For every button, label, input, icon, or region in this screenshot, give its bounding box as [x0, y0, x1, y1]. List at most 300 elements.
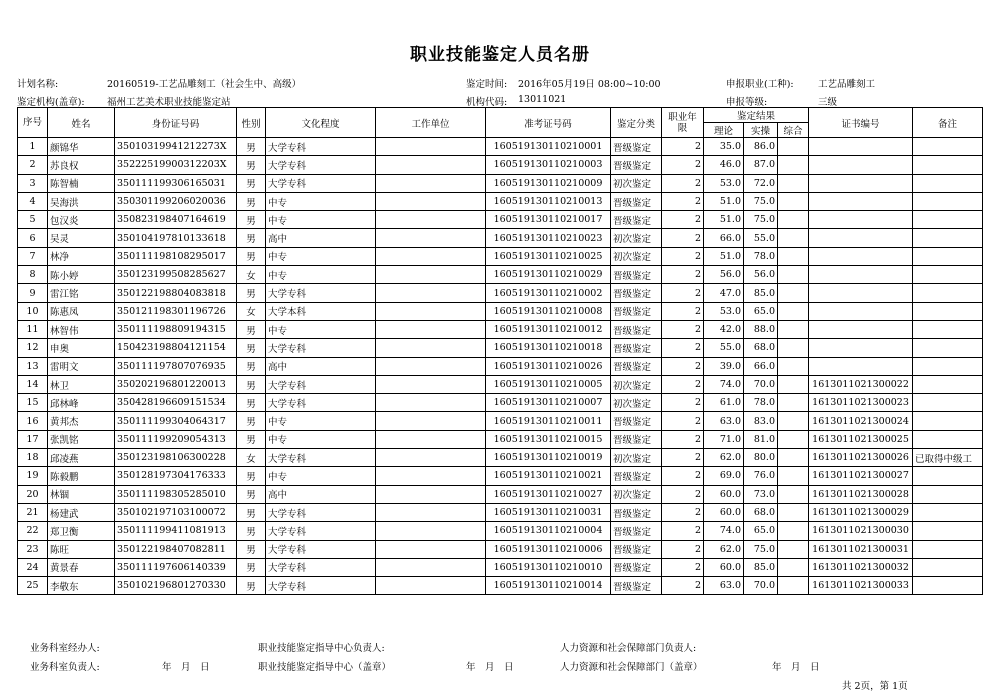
cell-theory: 56.0 — [704, 266, 744, 284]
cell-practice: 87.0 — [744, 156, 778, 174]
table-row — [18, 467, 983, 485]
cell-theory: 60.0 — [704, 485, 744, 503]
org-code-label: 机构代码: — [466, 97, 508, 108]
table-row — [18, 540, 983, 558]
header-name: 姓名 — [48, 108, 115, 138]
date-2: 年 月 日 — [466, 662, 514, 673]
cell-overall — [778, 412, 809, 430]
level-value: 三级 — [818, 97, 838, 108]
cell-years: 2 — [662, 412, 704, 430]
cell-education: 大学专科 — [266, 577, 376, 595]
cell-cert-no: 1613011021300023 — [809, 394, 913, 412]
cell-seq: 19 — [18, 467, 48, 485]
cell-gender: 女 — [237, 266, 266, 284]
cell-exam-no: 160519130110210011 — [486, 412, 611, 430]
table-row — [18, 522, 983, 540]
cell-overall — [778, 577, 809, 595]
cell-work-unit — [376, 522, 486, 540]
cell-gender: 男 — [237, 357, 266, 375]
occupation-value: 工艺品雕刻工 — [818, 79, 876, 90]
cell-exam-no: 160519130110210009 — [486, 174, 611, 192]
header-remarks: 备注 — [913, 108, 983, 138]
cell-remarks — [913, 247, 983, 265]
cell-gender: 男 — [237, 577, 266, 595]
cell-gender: 男 — [237, 522, 266, 540]
cell-overall — [778, 156, 809, 174]
cell-years: 2 — [662, 211, 704, 229]
cell-theory: 35.0 — [704, 138, 744, 156]
cell-seq: 11 — [18, 320, 48, 338]
guidance-seal-label: 职业技能鉴定指导中心（盖章） — [258, 662, 392, 673]
cell-theory: 51.0 — [704, 211, 744, 229]
cell-name: 陈惠凤 — [48, 302, 115, 320]
cell-work-unit — [376, 266, 486, 284]
cell-remarks — [913, 375, 983, 393]
cell-gender: 男 — [237, 467, 266, 485]
cell-work-unit — [376, 503, 486, 521]
cell-id: 150423198804121154 — [115, 339, 237, 357]
cell-remarks — [913, 558, 983, 576]
cell-work-unit — [376, 211, 486, 229]
org-label: 鉴定机构(盖章): — [17, 97, 85, 108]
cell-name: 雷明文 — [48, 357, 115, 375]
page-title: 职业技能鉴定人员名册 — [410, 45, 590, 65]
cell-work-unit — [376, 394, 486, 412]
cell-practice: 72.0 — [744, 174, 778, 192]
cell-overall — [778, 284, 809, 302]
cell-category: 晋级鉴定 — [611, 577, 662, 595]
header-practice: 实操 — [744, 123, 778, 138]
cell-education: 中专 — [266, 192, 376, 210]
cell-cert-no — [809, 192, 913, 210]
cell-work-unit — [376, 375, 486, 393]
cell-seq: 3 — [18, 174, 48, 192]
cell-name: 苏良权 — [48, 156, 115, 174]
cell-education: 大学专科 — [266, 449, 376, 467]
table-row — [18, 174, 983, 192]
cell-name: 雷江铭 — [48, 284, 115, 302]
cell-name: 李敬东 — [48, 577, 115, 595]
cell-remarks — [913, 522, 983, 540]
cell-id: 350111199411081913 — [115, 522, 237, 540]
cell-seq: 22 — [18, 522, 48, 540]
cell-practice: 56.0 — [744, 266, 778, 284]
cell-cert-no: 1613011021300032 — [809, 558, 913, 576]
cell-category: 初次鉴定 — [611, 174, 662, 192]
cell-remarks: 已取得中级工 — [913, 449, 983, 467]
cell-gender: 男 — [237, 211, 266, 229]
cell-id: 350301199206020036 — [115, 192, 237, 210]
cell-theory: 60.0 — [704, 558, 744, 576]
cell-gender: 女 — [237, 449, 266, 467]
dept-head-label: 业务科室负责人: — [30, 662, 100, 673]
cell-education: 中专 — [266, 320, 376, 338]
cell-practice: 65.0 — [744, 302, 778, 320]
cell-cert-no — [809, 284, 913, 302]
cell-practice: 76.0 — [744, 467, 778, 485]
cell-exam-no: 160519130110210007 — [486, 394, 611, 412]
cell-years: 2 — [662, 485, 704, 503]
cell-education: 大学专科 — [266, 156, 376, 174]
cell-cert-no: 1613011021300026 — [809, 449, 913, 467]
cell-id: 350104197810133618 — [115, 229, 237, 247]
roster-table — [17, 107, 983, 595]
cell-remarks — [913, 357, 983, 375]
cell-education: 中专 — [266, 412, 376, 430]
cell-seq: 23 — [18, 540, 48, 558]
cell-years: 2 — [662, 375, 704, 393]
cell-category: 晋级鉴定 — [611, 266, 662, 284]
level-label: 申报等级: — [726, 97, 768, 108]
cell-years: 2 — [662, 357, 704, 375]
cell-years: 2 — [662, 339, 704, 357]
cell-education: 高中 — [266, 357, 376, 375]
cell-work-unit — [376, 412, 486, 430]
table-row — [18, 156, 983, 174]
cell-exam-no: 160519130110210023 — [486, 229, 611, 247]
cell-work-unit — [376, 485, 486, 503]
cell-education: 大学专科 — [266, 394, 376, 412]
table-row — [18, 247, 983, 265]
cell-gender: 男 — [237, 339, 266, 357]
cell-gender: 男 — [237, 540, 266, 558]
cell-gender: 男 — [237, 503, 266, 521]
cell-gender: 男 — [237, 412, 266, 430]
cell-education: 大学专科 — [266, 503, 376, 521]
cell-years: 2 — [662, 229, 704, 247]
cell-seq: 18 — [18, 449, 48, 467]
cell-name: 吴海洪 — [48, 192, 115, 210]
table-row — [18, 412, 983, 430]
cell-id: 350128197304176333 — [115, 467, 237, 485]
cell-overall — [778, 394, 809, 412]
cell-category: 初次鉴定 — [611, 229, 662, 247]
cell-exam-no: 160519130110210005 — [486, 375, 611, 393]
cell-practice: 70.0 — [744, 577, 778, 595]
cell-theory: 69.0 — [704, 467, 744, 485]
header-work-unit: 工作单位 — [376, 108, 486, 138]
cell-remarks — [913, 229, 983, 247]
table-row — [18, 138, 983, 156]
cell-overall — [778, 430, 809, 448]
cell-remarks — [913, 485, 983, 503]
cell-id: 35222519900312203X — [115, 156, 237, 174]
cell-work-unit — [376, 577, 486, 595]
cell-cert-no — [809, 156, 913, 174]
cell-theory: 47.0 — [704, 284, 744, 302]
cell-education: 中专 — [266, 467, 376, 485]
cell-id: 350122198804083818 — [115, 284, 237, 302]
cell-name: 陈毅鹏 — [48, 467, 115, 485]
cell-seq: 6 — [18, 229, 48, 247]
cell-years: 2 — [662, 320, 704, 338]
cell-overall — [778, 211, 809, 229]
cell-seq: 1 — [18, 138, 48, 156]
cell-seq: 21 — [18, 503, 48, 521]
cell-practice: 78.0 — [744, 247, 778, 265]
cell-gender: 男 — [237, 138, 266, 156]
cell-theory: 61.0 — [704, 394, 744, 412]
cell-category: 晋级鉴定 — [611, 339, 662, 357]
cell-id: 350111198108295017 — [115, 247, 237, 265]
cell-exam-no: 160519130110210015 — [486, 430, 611, 448]
cell-exam-no: 160519130110210002 — [486, 284, 611, 302]
cell-years: 2 — [662, 247, 704, 265]
table-row — [18, 302, 983, 320]
cell-theory: 39.0 — [704, 357, 744, 375]
cell-gender: 男 — [237, 192, 266, 210]
cell-education: 大学专科 — [266, 522, 376, 540]
cell-exam-no: 160519130110210001 — [486, 138, 611, 156]
cell-overall — [778, 467, 809, 485]
cell-education: 大学专科 — [266, 174, 376, 192]
cell-overall — [778, 503, 809, 521]
cell-theory: 51.0 — [704, 192, 744, 210]
cell-category: 初次鉴定 — [611, 375, 662, 393]
cell-years: 2 — [662, 302, 704, 320]
cell-years: 2 — [662, 192, 704, 210]
cell-name: 张凯铭 — [48, 430, 115, 448]
cell-theory: 62.0 — [704, 449, 744, 467]
table-row — [18, 485, 983, 503]
cell-remarks — [913, 503, 983, 521]
table-row — [18, 284, 983, 302]
cell-cert-no — [809, 229, 913, 247]
table-row — [18, 229, 983, 247]
cell-practice: 78.0 — [744, 394, 778, 412]
cell-remarks — [913, 412, 983, 430]
cell-work-unit — [376, 449, 486, 467]
date-3: 年 月 日 — [772, 662, 820, 673]
table-row — [18, 503, 983, 521]
cell-name: 林智伟 — [48, 320, 115, 338]
cell-cert-no: 1613011021300028 — [809, 485, 913, 503]
cell-category: 晋级鉴定 — [611, 156, 662, 174]
cell-theory: 60.0 — [704, 503, 744, 521]
header-category: 鉴定分类 — [611, 108, 662, 138]
cell-seq: 20 — [18, 485, 48, 503]
hr-head-label: 人力资源和社会保障部门负责人: — [560, 643, 697, 654]
cell-name: 陈旺 — [48, 540, 115, 558]
handler-label: 业务科室经办人: — [30, 643, 100, 654]
cell-remarks — [913, 211, 983, 229]
exam-time-value: 2016年05月19日 08:00~10:00 — [518, 79, 661, 90]
cell-id: 350111199304064317 — [115, 412, 237, 430]
cell-cert-no — [809, 211, 913, 229]
cell-name: 林卫 — [48, 375, 115, 393]
cell-cert-no — [809, 339, 913, 357]
cell-seq: 5 — [18, 211, 48, 229]
cell-category: 晋级鉴定 — [611, 467, 662, 485]
cell-category: 晋级鉴定 — [611, 540, 662, 558]
cell-category: 晋级鉴定 — [611, 192, 662, 210]
cell-cert-no: 1613011021300024 — [809, 412, 913, 430]
header-overall: 综合 — [778, 123, 809, 138]
cell-work-unit — [376, 320, 486, 338]
cell-cert-no — [809, 247, 913, 265]
cell-gender: 男 — [237, 430, 266, 448]
cell-exam-no: 160519130110210031 — [486, 503, 611, 521]
cell-exam-no: 160519130110210006 — [486, 540, 611, 558]
cell-exam-no: 160519130110210003 — [486, 156, 611, 174]
cell-category: 晋级鉴定 — [611, 357, 662, 375]
cell-education: 大学专科 — [266, 138, 376, 156]
cell-practice: 85.0 — [744, 558, 778, 576]
cell-remarks — [913, 302, 983, 320]
cell-gender: 男 — [237, 485, 266, 503]
cell-overall — [778, 522, 809, 540]
cell-overall — [778, 247, 809, 265]
cell-id: 350102197103100072 — [115, 503, 237, 521]
cell-category: 晋级鉴定 — [611, 522, 662, 540]
cell-theory: 53.0 — [704, 174, 744, 192]
cell-seq: 16 — [18, 412, 48, 430]
cell-practice: 88.0 — [744, 320, 778, 338]
cell-work-unit — [376, 156, 486, 174]
cell-seq: 13 — [18, 357, 48, 375]
cell-cert-no: 161301102130002​2 — [809, 375, 913, 393]
cell-id: 35010319941212273X — [115, 138, 237, 156]
cell-education: 高中 — [266, 485, 376, 503]
cell-cert-no — [809, 174, 913, 192]
cell-seq: 12 — [18, 339, 48, 357]
cell-education: 中专 — [266, 247, 376, 265]
cell-category: 晋级鉴定 — [611, 138, 662, 156]
cell-overall — [778, 449, 809, 467]
cell-years: 2 — [662, 577, 704, 595]
table-row — [18, 320, 983, 338]
cell-cert-no: 1613011021300027 — [809, 467, 913, 485]
cell-name: 黄邦杰 — [48, 412, 115, 430]
cell-cert-no — [809, 138, 913, 156]
cell-id: 350111198809194315 — [115, 320, 237, 338]
cell-practice: 83.0 — [744, 412, 778, 430]
cell-exam-no: 160519130110210029 — [486, 266, 611, 284]
cell-years: 2 — [662, 174, 704, 192]
cell-gender: 男 — [237, 156, 266, 174]
cell-overall — [778, 540, 809, 558]
cell-education: 中专 — [266, 266, 376, 284]
cell-theory: 71.0 — [704, 430, 744, 448]
cell-exam-no: 160519130110210019 — [486, 449, 611, 467]
cell-exam-no: 160519130110210004 — [486, 522, 611, 540]
cell-education: 大学专科 — [266, 339, 376, 357]
cell-cert-no — [809, 266, 913, 284]
cell-work-unit — [376, 540, 486, 558]
cell-years: 2 — [662, 156, 704, 174]
cell-gender: 男 — [237, 558, 266, 576]
cell-years: 2 — [662, 266, 704, 284]
cell-overall — [778, 320, 809, 338]
cell-theory: 74.0 — [704, 522, 744, 540]
cell-exam-no: 160519130110210013 — [486, 192, 611, 210]
cell-seq: 14 — [18, 375, 48, 393]
cell-remarks — [913, 540, 983, 558]
cell-name: 郑卫衡 — [48, 522, 115, 540]
header-years: 职业年限 — [662, 108, 704, 138]
cell-category: 初次鉴定 — [611, 394, 662, 412]
cell-exam-no: 160519130110210014 — [486, 577, 611, 595]
occupation-label: 申报职业(工种): — [726, 79, 794, 90]
cell-name: 陈智楠 — [48, 174, 115, 192]
cell-work-unit — [376, 339, 486, 357]
cell-cert-no: 1613011021300025 — [809, 430, 913, 448]
cell-gender: 男 — [237, 394, 266, 412]
cell-overall — [778, 558, 809, 576]
cell-work-unit — [376, 138, 486, 156]
cell-seq: 9 — [18, 284, 48, 302]
cell-category: 晋级鉴定 — [611, 284, 662, 302]
cell-seq: 25 — [18, 577, 48, 595]
cell-theory: 74.0 — [704, 375, 744, 393]
cell-work-unit — [376, 558, 486, 576]
cell-category: 初次鉴定 — [611, 449, 662, 467]
cell-years: 2 — [662, 467, 704, 485]
cell-work-unit — [376, 229, 486, 247]
cell-theory: 42.0 — [704, 320, 744, 338]
cell-seq: 10 — [18, 302, 48, 320]
cell-name: 陈小婷 — [48, 266, 115, 284]
cell-years: 2 — [662, 138, 704, 156]
cell-work-unit — [376, 430, 486, 448]
cell-work-unit — [376, 467, 486, 485]
cell-work-unit — [376, 174, 486, 192]
cell-cert-no: 1613011021300033 — [809, 577, 913, 595]
cell-cert-no: 1613011021300029 — [809, 503, 913, 521]
cell-seq: 7 — [18, 247, 48, 265]
cell-gender: 女 — [237, 302, 266, 320]
cell-id: 350111199209054313 — [115, 430, 237, 448]
cell-cert-no — [809, 320, 913, 338]
exam-time-label: 鉴定时间: — [466, 79, 508, 90]
cell-name: 邱凌燕 — [48, 449, 115, 467]
cell-gender: 男 — [237, 375, 266, 393]
roster-body — [18, 138, 983, 595]
header-education: 文化程度 — [266, 108, 376, 138]
cell-name: 林锢 — [48, 485, 115, 503]
cell-overall — [778, 229, 809, 247]
table-row — [18, 558, 983, 576]
cell-category: 初次鉴定 — [611, 485, 662, 503]
table-row — [18, 430, 983, 448]
cell-years: 2 — [662, 449, 704, 467]
cell-education: 大学本科 — [266, 302, 376, 320]
cell-category: 晋级鉴定 — [611, 430, 662, 448]
cell-work-unit — [376, 192, 486, 210]
cell-seq: 15 — [18, 394, 48, 412]
table-row — [18, 449, 983, 467]
page-info: 共 2页，第 1页 — [842, 681, 908, 692]
cell-id: 350111198305285010 — [115, 485, 237, 503]
cell-gender: 男 — [237, 284, 266, 302]
cell-theory: 63.0 — [704, 577, 744, 595]
cell-exam-no: 160519130110210027 — [486, 485, 611, 503]
cell-education: 大学专科 — [266, 558, 376, 576]
cell-exam-no: 160519130110210021 — [486, 467, 611, 485]
cell-id: 350121198301196726 — [115, 302, 237, 320]
cell-remarks — [913, 156, 983, 174]
cell-practice: 68.0 — [744, 339, 778, 357]
header-results: 鉴定结果 — [704, 108, 809, 123]
cell-education: 大学专科 — [266, 375, 376, 393]
table-row — [18, 394, 983, 412]
cell-cert-no: 1613011021300031 — [809, 540, 913, 558]
cell-overall — [778, 266, 809, 284]
header-cert-no: 证书编号 — [809, 108, 913, 138]
cell-practice: 75.0 — [744, 192, 778, 210]
header-theory: 理论 — [704, 123, 744, 138]
header-gender: 性别 — [237, 108, 266, 138]
